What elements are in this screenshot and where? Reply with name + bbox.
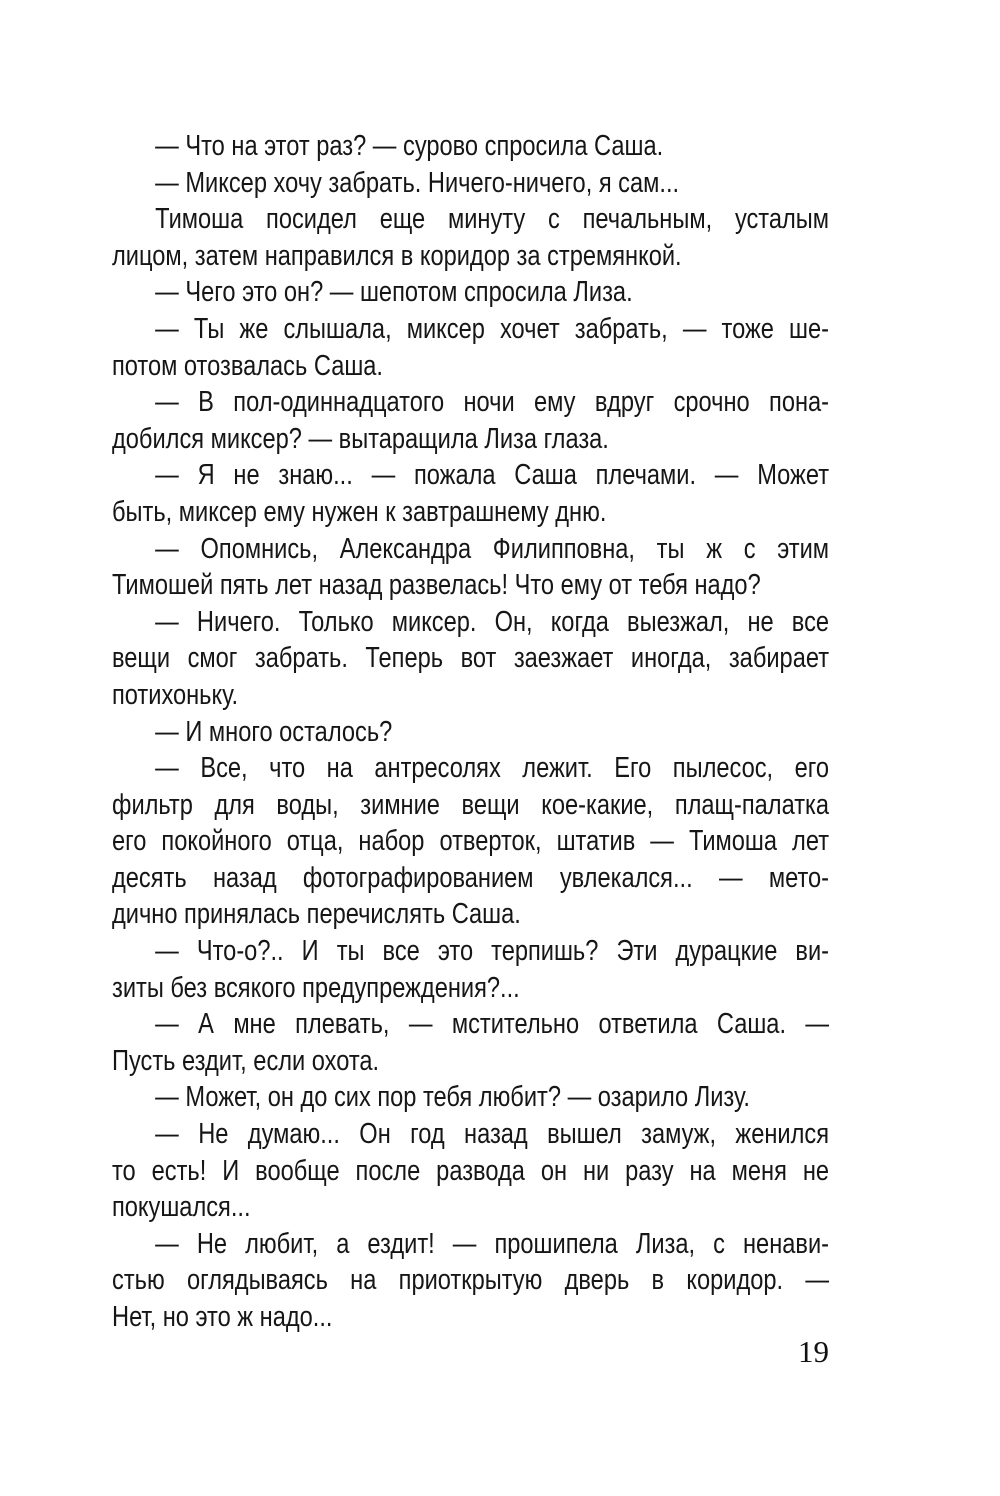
text-line: его покойного отца, набор отверток, штатив — Тимоша лет: [112, 825, 830, 858]
paragraph: [112, 604, 829, 714]
paragraph: [112, 165, 829, 202]
text-line: — Опомнись, Александра Филипповна, ты ж с этим: [155, 532, 830, 565]
text-line: быть, миксер ему нужен к завтрашнему дню.: [112, 495, 607, 528]
text-line: Пусть ездит, если охота.: [112, 1044, 380, 1077]
text-line: — А мне плевать, — мстительно ответила Саша. —: [155, 1008, 830, 1041]
text-line: Нет, но это ж надо...: [112, 1301, 333, 1333]
text-line: — В пол-одиннадцатого ночи ему вдруг срочно пона-: [155, 386, 830, 419]
text-line: — Не думаю... Он год назад вышел замуж, женился: [155, 1118, 830, 1151]
text-line: добился миксер? — вытаращила Лиза глаза.: [112, 422, 609, 455]
text-line: вещи смог забрать. Теперь вот заезжает иногда, забирает: [112, 642, 830, 675]
text-line: — Что-о?.. И ты все это терпишь? Эти дурацкие ви-: [155, 935, 830, 968]
text-line: — Миксер хочу забрать. Ничего-ничего, я сам...: [155, 166, 680, 199]
paragraph: [112, 1116, 829, 1226]
paragraph: [112, 457, 829, 530]
text-line: — Я не знаю... — пожала Саша плечами. — Может: [155, 459, 830, 492]
text-line: лицом, затем направился в коридор за стремянкой.: [112, 239, 682, 272]
paragraph: [112, 128, 829, 165]
paragraph: [112, 933, 829, 1006]
page-number: 19: [798, 1334, 829, 1369]
text-line: стью оглядываясь на приоткрытую дверь в коридор. —: [112, 1264, 830, 1297]
paragraph: [112, 1079, 829, 1116]
paragraph: [112, 531, 829, 604]
text-line: дично принялась перечислять Саша.: [112, 898, 521, 931]
paragraph: [112, 1006, 829, 1079]
text-line: потом отозвалась Саша.: [112, 349, 383, 382]
text-line: то есть! И вообще после развода он ни разу на меня не: [112, 1154, 830, 1187]
paragraph: [112, 1226, 829, 1336]
paragraph: [112, 201, 829, 274]
paragraph: [112, 311, 829, 384]
text-line: — Ничего. Только миксер. Он, когда выезжал, не все: [155, 605, 830, 638]
text-line: зиты без всякого предупреждения?...: [112, 971, 520, 1004]
text-line: покушался...: [112, 1191, 251, 1224]
text-line: — И много осталось?: [155, 715, 393, 748]
paragraph: [112, 714, 829, 751]
text-line: — Ты же слышала, миксер хочет забрать, — тоже ше-: [155, 312, 830, 345]
text-line: фильтр для воды, зимние вещи кое-какие, плащ-палатка: [112, 788, 830, 821]
text-line: — Не любит, а ездит! — прошипела Лиза, с ненави-: [155, 1227, 830, 1260]
text-line: Тимошей пять лет назад развелась! Что ему от тебя надо?: [112, 569, 761, 602]
paragraph: [112, 384, 829, 457]
text-line: — Все, что на антресолях лежит. Его пылесос, его: [155, 752, 830, 785]
text-line: — Может, он до сих пор тебя любит? — озарило Лизу.: [155, 1081, 751, 1114]
text-line: десять назад фотографированием увлекался... — мето-: [112, 861, 830, 894]
paragraph: [112, 274, 829, 311]
text-line: Тимоша посидел еще минуту с печальным, усталым: [155, 203, 830, 236]
text-line: — Что на этот раз? — сурово спросила Саша.: [155, 130, 664, 162]
paragraph: [112, 750, 829, 933]
text-line: потихоньку.: [112, 678, 239, 711]
text-line: — Чего это он? — шепотом спросила Лиза.: [155, 276, 633, 309]
text-block: [112, 128, 829, 1336]
